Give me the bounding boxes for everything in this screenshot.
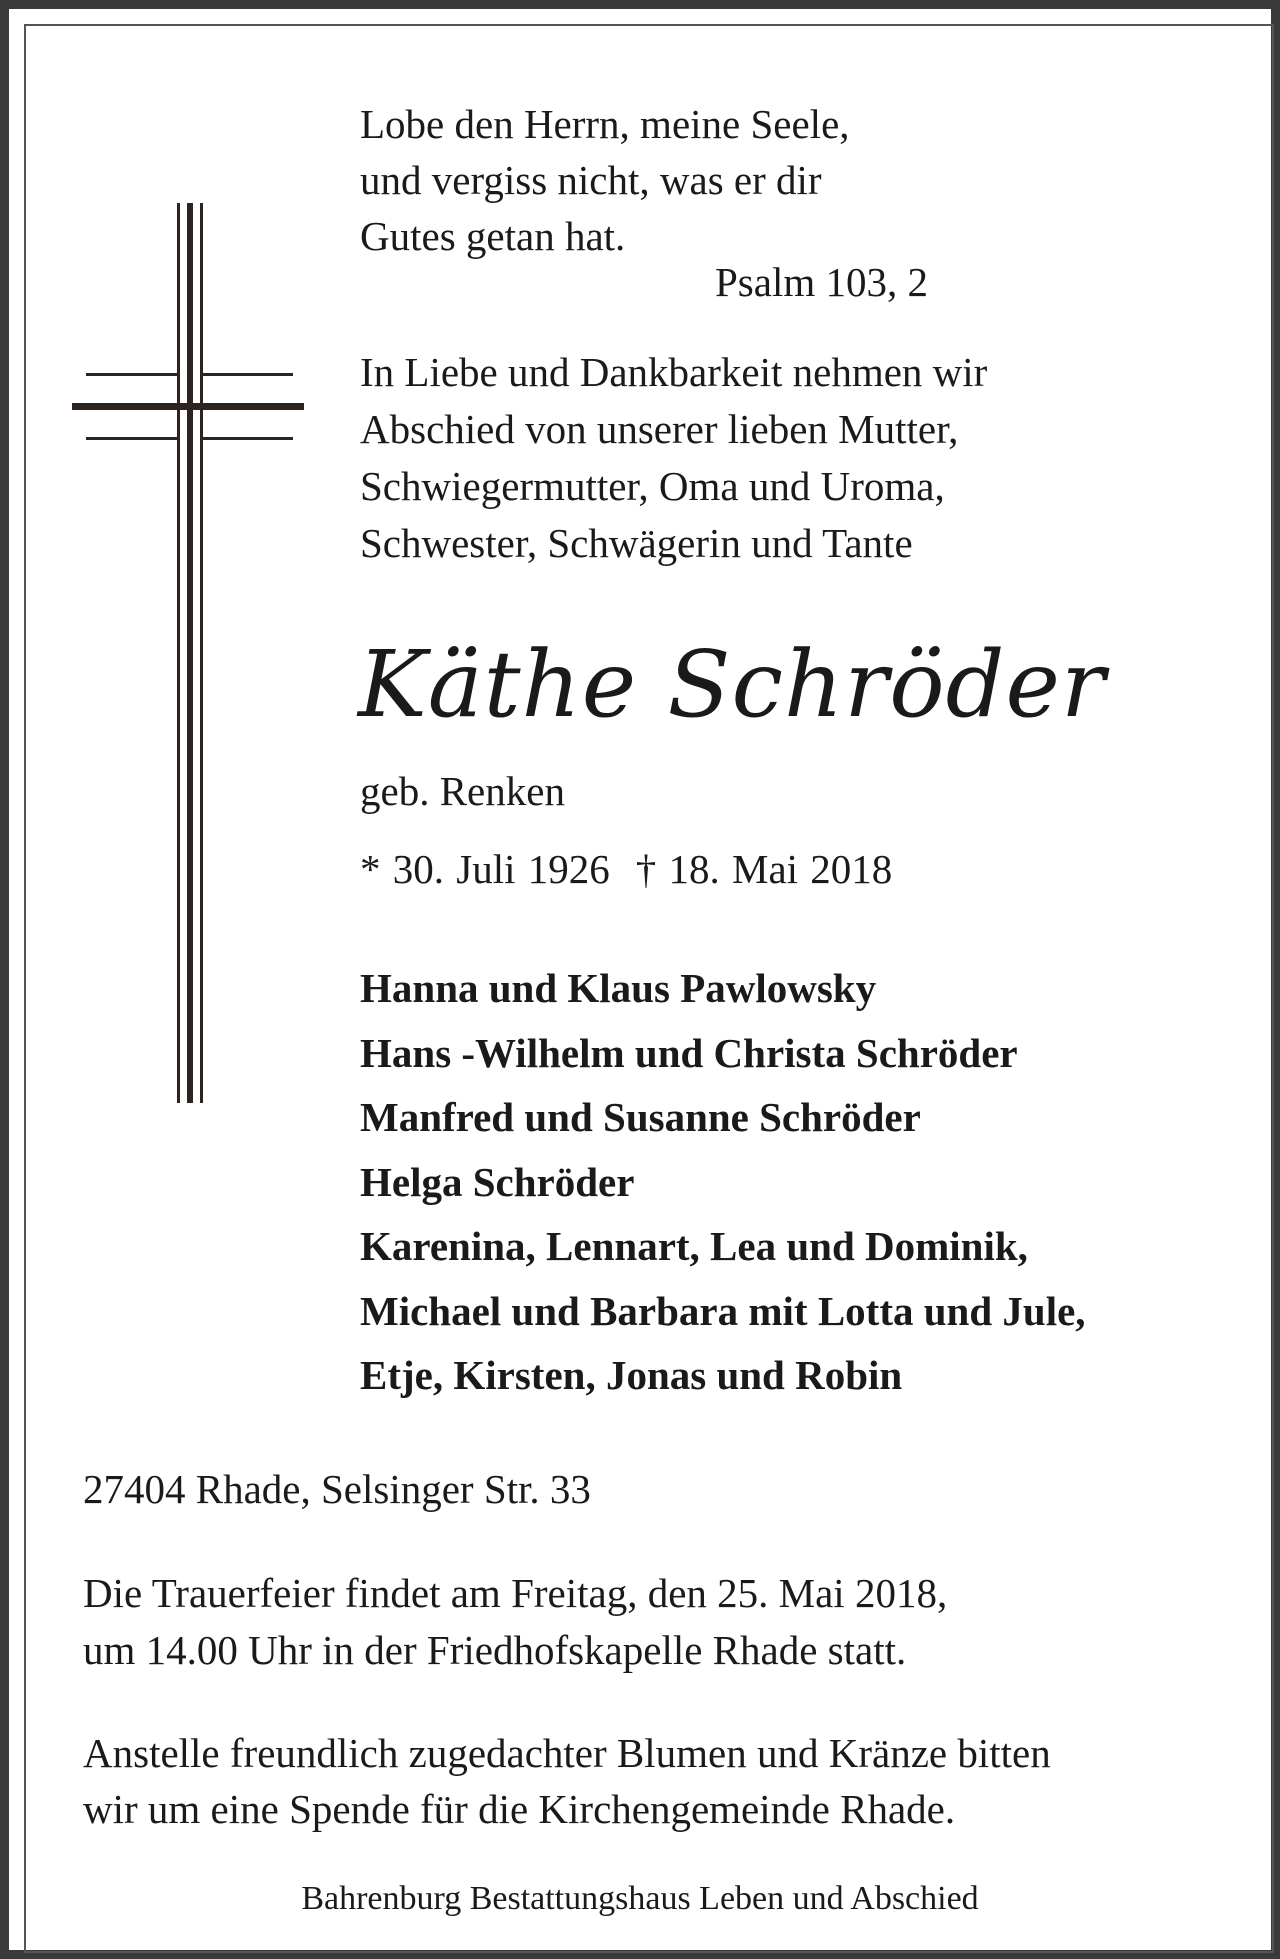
intro-line: Abschied von unserer lieben Mutter, — [360, 406, 959, 452]
cross-icon — [70, 203, 306, 1103]
service-line: um 14.00 Uhr in der Friedhofskapelle Rhade statt. — [83, 1627, 907, 1673]
mourner-line: Helga Schröder — [360, 1158, 635, 1205]
life-dates — [360, 841, 892, 897]
funeral-service-info — [83, 1565, 947, 1679]
bible-verse — [360, 96, 850, 264]
deceased-name: Käthe Schröder — [358, 631, 1106, 738]
maiden-name: geb. Renken — [360, 768, 565, 814]
family-address: 27404 Rhade, Selsinger Str. 33 — [83, 1466, 591, 1512]
birth-date: * 30. Juli 1926 — [360, 846, 610, 892]
intro-line: Schwiegermutter, Oma und Uroma, — [360, 463, 945, 509]
undertaker-credit: Bahrenburg Bestattungshaus Leben und Abschied — [301, 1880, 979, 1917]
donation-line: wir um eine Spende für die Kirchengemeinde Rhade. — [83, 1786, 956, 1832]
donation-line: Anstelle freundlich zugedachter Blumen und Kränze bitten — [83, 1730, 1051, 1776]
intro-text — [360, 344, 987, 572]
mourner-line: Karenina, Lennart, Lea und Dominik, — [360, 1223, 1028, 1269]
donation-request — [83, 1725, 1051, 1837]
mourner-line: Etje, Kirsten, Jonas und Robin — [360, 1352, 903, 1398]
mourner-line: Manfred und Susanne Schröder — [360, 1094, 921, 1140]
mourner-line: Hans -Wilhelm und Christa Schröder — [360, 1029, 1018, 1076]
mourners-list — [360, 956, 1086, 1408]
mourner-line: Michael und Barbara mit Lotta und Jule, — [360, 1287, 1086, 1334]
verse-line: Lobe den Herrn, meine Seele, — [360, 101, 850, 147]
verse-reference: Psalm 103, 2 — [715, 259, 928, 305]
verse-line: Gutes getan hat. — [360, 213, 626, 259]
service-line: Die Trauerfeier findet am Freitag, den 25. Mai 2018, — [83, 1570, 948, 1616]
intro-line: In Liebe und Dankbarkeit nehmen wir — [360, 349, 988, 395]
mourner-line: Hanna und Klaus Pawlowsky — [360, 965, 877, 1011]
death-date: † 18. Mai 2018 — [635, 846, 893, 892]
verse-line: und vergiss nicht, was er dir — [360, 157, 822, 203]
intro-line: Schwester, Schwägerin und Tante — [360, 520, 913, 566]
